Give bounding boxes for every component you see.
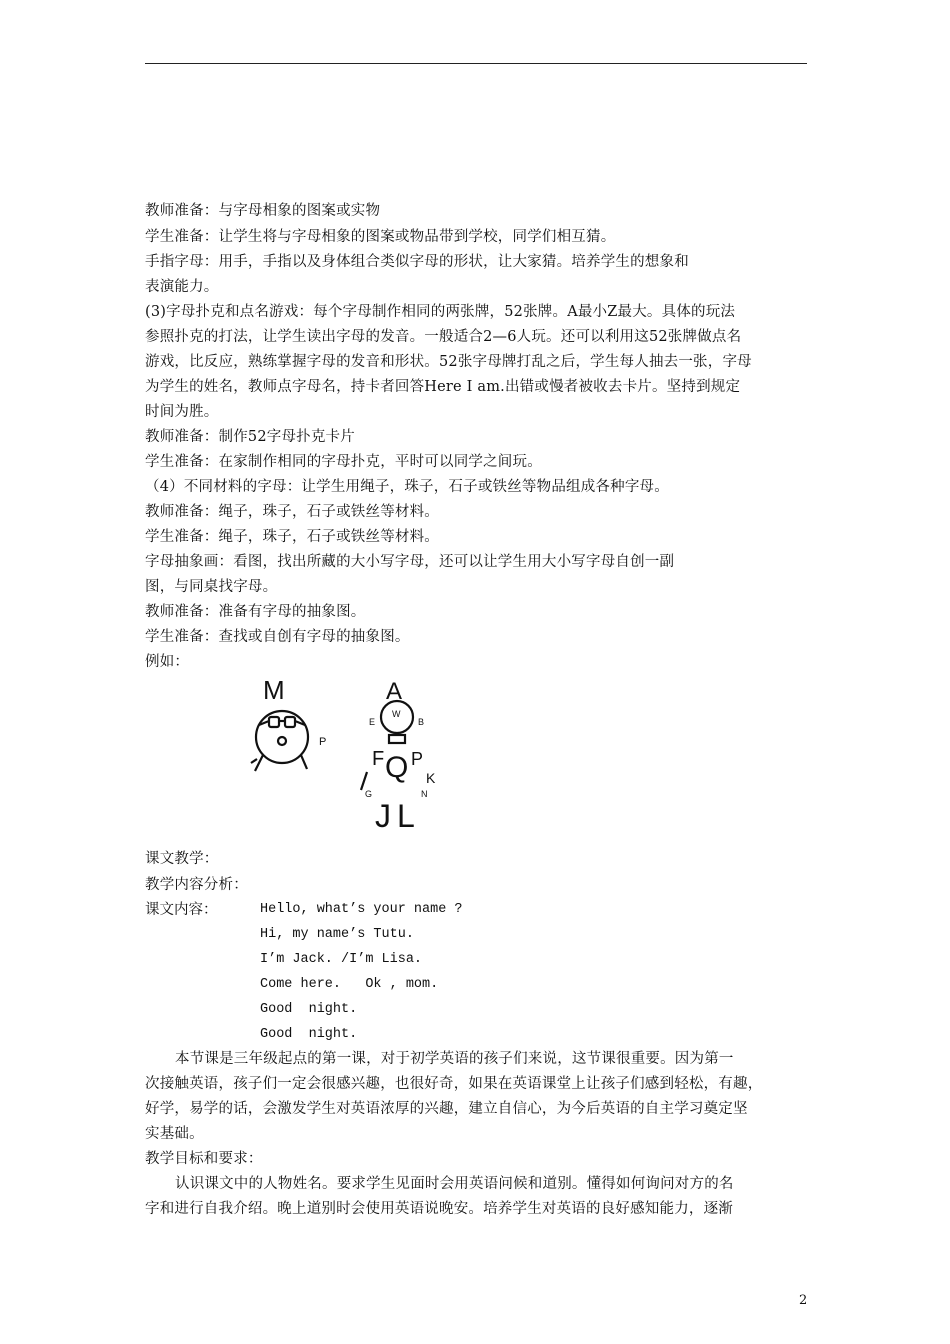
header-rule [145,63,807,64]
figure-letter: P [319,736,327,748]
figure-letter: F [372,748,385,770]
figure-letter: E [369,717,376,727]
section-heading: 教学内容分析： [145,877,248,893]
text-line: 教师准备：制作52字母扑克卡片 [145,429,355,445]
figure-letter: J [375,798,391,830]
section-heading: 课文教学： [145,851,219,867]
text-line: 教师准备：与字母相象的图案或实物 [145,203,381,219]
text-line: 表演能力。 [145,279,219,295]
text-line: 时间为胜。 [145,404,219,420]
dialogue-label: 课文内容： [145,902,218,918]
dialogue-line: Come here. Ok , mom. [260,977,439,992]
figure-letter: N [421,789,428,799]
figure-letter: Q [385,751,409,784]
text-line: 学生准备：在家制作相同的字母扑克，平时可以同学之间玩。 [145,454,542,470]
dialogue-line: Good night. [260,1002,358,1017]
text-line: （4）不同材料的字母：让学生用绳子，珠子，石子或铁丝等物品组成各种字母。 [145,479,669,495]
left-letter-figure [251,675,326,771]
paragraph-line: 认识课文中的人物姓名。要求学生见面时会用英语问候和道别。懂得如何询问对方的名 [175,1176,734,1192]
text-line: 图，与同桌找字母。 [145,579,278,595]
figure-letter: G [365,789,373,799]
text-line: 手指字母：用手，手指以及身体组合类似字母的形状，让大家猜。培养学生的想象和 [145,254,689,270]
text-line: 参照扑克的打法，让学生读出字母的发音。一般适合2—6人玩。还可以利用这52张牌做点名 [145,329,742,345]
dialogue-line: I’m Jack. /I’m Lisa. [260,952,423,967]
page-number: 2 [799,1293,808,1308]
text-line: 学生准备：查找或自创有字母的抽象图。 [145,629,410,645]
dialogue-line: Hello, what’s your name ? [260,902,463,917]
figure-letter: L [397,798,415,830]
figure-letter: M [263,675,285,705]
text-line: 教师准备：绳子，珠子，石子或铁丝等材料。 [145,504,439,520]
figure-letter: P [411,749,424,769]
section-heading: 教学目标和要求： [145,1151,263,1167]
figure-letter: K [426,770,436,786]
paragraph-line: 本节课是三年级起点的第一课，对于初学英语的孩子们来说，这节课很重要。因为第一 [175,1051,734,1067]
paragraph-line: 字和进行自我介绍。晚上道别时会使用英语说晚安。培养学生对英语的良好感知能力，逐渐 [145,1201,733,1217]
letter-figure-illustration [245,675,445,830]
text-line: 教师准备：准备有字母的抽象图。 [145,604,366,620]
paragraph-line: 好学，易学的话，会激发学生对英语浓厚的兴趣，建立自信心，为今后英语的自主学习奠定坚 [145,1101,748,1117]
text-line: 字母抽象画：看图，找出所藏的大小写字母，还可以让学生用大小写字母自创一副 [145,554,675,570]
text-line: 学生准备：绳子，珠子，石子或铁丝等材料。 [145,529,439,545]
text-line: (3)字母扑克和点名游戏：每个字母制作相同的两张牌，52张牌。A最小Z最大。具体的玩法 [145,304,736,320]
right-letter-figure [361,678,436,830]
text-line: 学生准备：让学生将与字母相象的图案或物品带到学校，同学们相互猜。 [145,229,616,245]
figure-letter: W [392,709,401,719]
paragraph-line: 实基础。 [145,1126,204,1142]
dialogue-line: Hi, my name’s Tutu. [260,927,414,942]
figure-letter: A [386,678,403,705]
paragraph-line: 次接触英语，孩子们一定会很感兴趣，也很好奇，如果在英语课堂上让孩子们感到轻松，有趣， [145,1076,763,1092]
figure-letter: B [418,717,425,727]
text-line: 游戏，比反应，熟练掌握字母的发音和形状。52张字母牌打乱之后，学生每人抽去一张，字母 [145,354,752,370]
text-line: 为学生的姓名，教师点字母名，持卡者回答Here I am.出错或慢者被收去卡片。坚持到规定 [145,379,741,395]
dialogue-line: Good night. [260,1027,358,1042]
text-line: 例如： [145,654,190,670]
